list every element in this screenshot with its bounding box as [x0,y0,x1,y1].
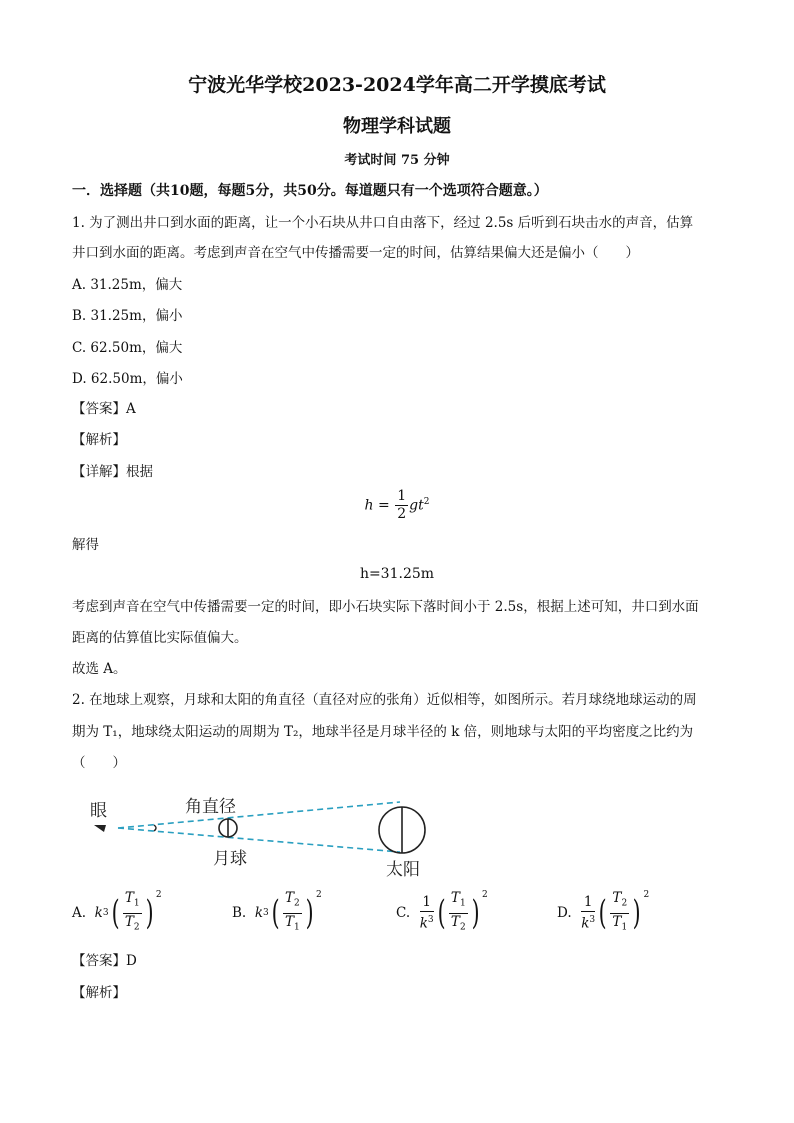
q1-solve-label: 解得 [72,537,99,553]
den-symbol: T [450,913,460,930]
option-exp: 2 [155,890,162,900]
formula-lhs: h [364,497,374,514]
option-k-exp: 3 [102,908,109,919]
formula-denominator: 2 [397,506,407,522]
q2-stem-line2: 期为 T₁，地球绕太阳运动的周期为 T₂，地球半径是月球半径的 k 倍，则地球与太阳的平均密度之比约为 [72,724,694,740]
den-symbol: T [612,913,622,930]
formula-exponent: 2 [423,496,430,507]
coef-k: k [419,915,428,932]
formula-numerator: 1 [397,488,407,504]
q2-option-d: D. $\frac{1}{k^3}$ ( $\frac{T_2}{T_1}$ ) $^2$ [557,890,649,936]
option-coefficient [581,894,595,933]
q2-analysis-label: 【解析】 [72,985,126,1001]
option-fraction [123,890,142,936]
num-sub: 1 [133,898,140,909]
q2-stem-line3: （ ） [72,755,126,771]
den-sub: 2 [459,922,466,933]
figure-label-angle: 角直径 [185,797,236,817]
option-fraction [283,890,302,936]
sight-line-lower [118,828,400,852]
q1-stem-line2: 井口到水面的距离。考虑到声音在空气中传播需要一定的时间，估算结果偏大还是偏小（ ） [72,245,639,261]
eye-icon [94,825,106,832]
page-title: 宁波光华学校2023-2024学年高二开学摸底考试 [188,74,606,96]
q1-detail-label: 【详解】根据 [72,464,153,480]
q1-stem-line1: 1. 为了测出井口到水面的距离，让一个小石块从井口自由落下，经过 2.5s 后听到石块击水的声音，估算 [72,215,694,231]
coef-num: 1 [420,894,434,912]
q1-answer: 【答案】A [72,401,136,417]
formula-rhs: gt [409,497,424,514]
q1-option-b: B. 31.25m，偏小 [72,308,183,324]
q1-choose: 故选 A。 [72,661,127,677]
num-symbol: T [124,890,134,906]
option-fraction [610,890,629,936]
option-fraction [449,890,468,936]
q1-analysis-label: 【解析】 [72,432,126,448]
option-label: A. [72,905,87,922]
figure-label-sun: 太阳 [386,860,420,880]
option-k: k [254,905,263,922]
q2-option-a: A. k 3 ( $\frac{T_1}{T_2}$ ) $^2$ [72,890,162,936]
option-exp: 2 [481,890,488,900]
option-label: C. [396,905,411,922]
num-symbol: T [450,890,460,906]
option-k-exp: 3 [263,908,269,919]
den-symbol: T [285,913,295,930]
figure-label-eye: 眼 [90,801,107,821]
coef-num: 1 [581,894,595,912]
coef-k-exp: 3 [589,914,596,925]
sight-line-upper [118,802,400,828]
angular-diameter-figure [80,790,450,886]
q1-result: h=31.25m [359,566,435,582]
subject-title: 物理学科试题 [343,116,451,137]
q2-option-c: C. $\frac{1}{k^3}$ ( $\frac{T_1}{T_2}$ ) $^2$ [396,890,488,936]
option-coefficient [420,894,434,933]
q1-option-c: C. 62.50m，偏大 [72,340,183,356]
q2-option-b: B. k 3 ( $\frac{T_2}{T_1}$ ) $^2$ [232,890,322,936]
den-sub: 1 [621,922,628,933]
num-symbol: T [612,890,622,906]
den-sub: 2 [133,922,140,933]
num-symbol: T [285,890,295,906]
num-sub: 2 [294,898,300,909]
formula-fraction [395,488,408,523]
num-sub: 1 [459,898,466,909]
figure-label-moon: 月球 [213,849,247,869]
q1-option-d: D. 62.50m，偏小 [72,371,183,387]
option-k: k [94,905,103,922]
exam-time: 考试时间 75 分钟 [344,153,450,168]
q1-formula [0,488,794,523]
option-label: D. [557,905,572,922]
q2-stem-line1: 2. 在地球上观察，月球和太阳的角直径（直径对应的张角）近似相等，如图所示。若月球绕地球运动的周 [72,692,697,708]
option-exp: 2 [316,890,322,900]
option-exp: 2 [643,890,650,900]
num-sub: 2 [621,898,628,909]
den-symbol: T [124,913,134,930]
q1-option-a: A. 31.25m，偏大 [72,277,183,293]
option-label: B. [232,905,247,922]
q1-explain-line1: 考虑到声音在空气中传播需要一定的时间，即小石块实际下落时间小于 2.5s，根据上述可知，井口到水面 [72,599,699,615]
q1-explain-line2: 距离的估算值比实际值偏大。 [72,630,248,646]
section-heading: 一．选择题（共10题，每题5分，共50分。每道题只有一个选项符合题意。） [72,183,548,199]
coef-k: k [581,915,590,932]
formula-equals: = [373,497,395,514]
coef-k-exp: 3 [427,914,434,925]
angle-arc [154,825,156,831]
q2-answer: 【答案】D [72,953,137,969]
den-sub: 1 [294,922,300,933]
